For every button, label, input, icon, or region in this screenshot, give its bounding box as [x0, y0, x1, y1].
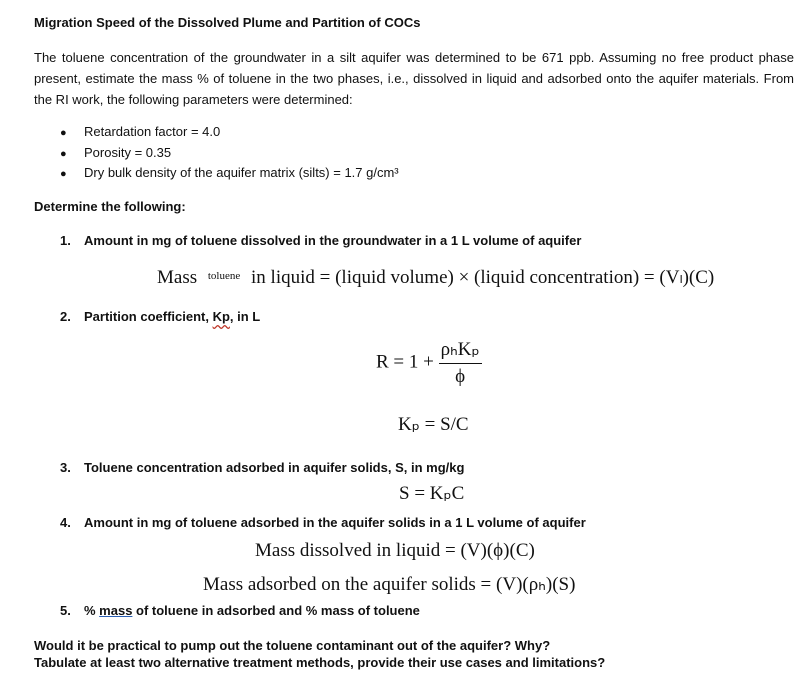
- task-5: 5. % mass of toluene in adsorbed and % mass of toluene: [60, 603, 420, 618]
- task-2: 2. Partition coefficient, Kp, in L: [60, 309, 261, 324]
- task-4: 4. Amount in mg of toluene adsorbed in the aquifer solids in a 1 L volume of aquifer: [60, 515, 586, 530]
- param-porosity: ● Porosity = 0.35: [60, 145, 172, 160]
- document-title: Migration Speed of the Dissolved Plume and Partition of COCs: [34, 15, 421, 30]
- question-tabulate: Tabulate at least two alternative treatment methods, provide their use cases and limitations?: [34, 655, 606, 670]
- determine-heading: Determine the following:: [34, 199, 186, 214]
- task-1: 1. Amount in mg of toluene dissolved in the groundwater in a 1 L volume of aquifer: [60, 233, 582, 248]
- bullet-icon: ●: [60, 127, 67, 139]
- fraction: $\frac{\text{ρₕKₚ}}{\phi}$: [440, 339, 480, 387]
- param-bulk-density: ● Dry bulk density of the aquifer matrix (silts) = 1.7 g/cm³: [60, 165, 399, 180]
- equation-kp: Kₚ = S/C: [398, 414, 469, 435]
- bullet-icon: ●: [60, 148, 67, 160]
- intro-paragraph: The toluene concentration of the groundwater in a silt aquifer was determined to be 671 ppb. Assuming no free product phase present, estimate the mass % of toluene in the two phases, i.e., dissolved in liquid and adsorbed onto the aquifer materials. From the RI work, the following parameters were determined:: [34, 50, 794, 107]
- equation-mass-dissolved: Mass dissolved in liquid = (V)(ϕ)(C): [255, 540, 535, 561]
- param-retardation: ● Retardation factor = 4.0: [60, 124, 221, 139]
- bullet-icon: ●: [60, 168, 67, 180]
- question-pump: Would it be practical to pump out the toluene contaminant out of the aquifer? Why?: [34, 638, 551, 653]
- equation-mass-in-liquid: Mass $^{toluene}$ in liquid = (liquid volume) × (liquid concentration) = (Vₗ)(C): [157, 267, 715, 288]
- task-3: 3. Toluene concentration adsorbed in aquifer solids, S, in mg/kg: [60, 460, 465, 475]
- equation-retardation: R = 1 + $\frac{\text{ρₕKₚ}}{\phi}$: [376, 339, 480, 387]
- equation-mass-adsorbed: Mass adsorbed on the aquifer solids = (V)(ρₕ)(S): [203, 574, 576, 595]
- equation-s: S = KₚC: [399, 483, 465, 504]
